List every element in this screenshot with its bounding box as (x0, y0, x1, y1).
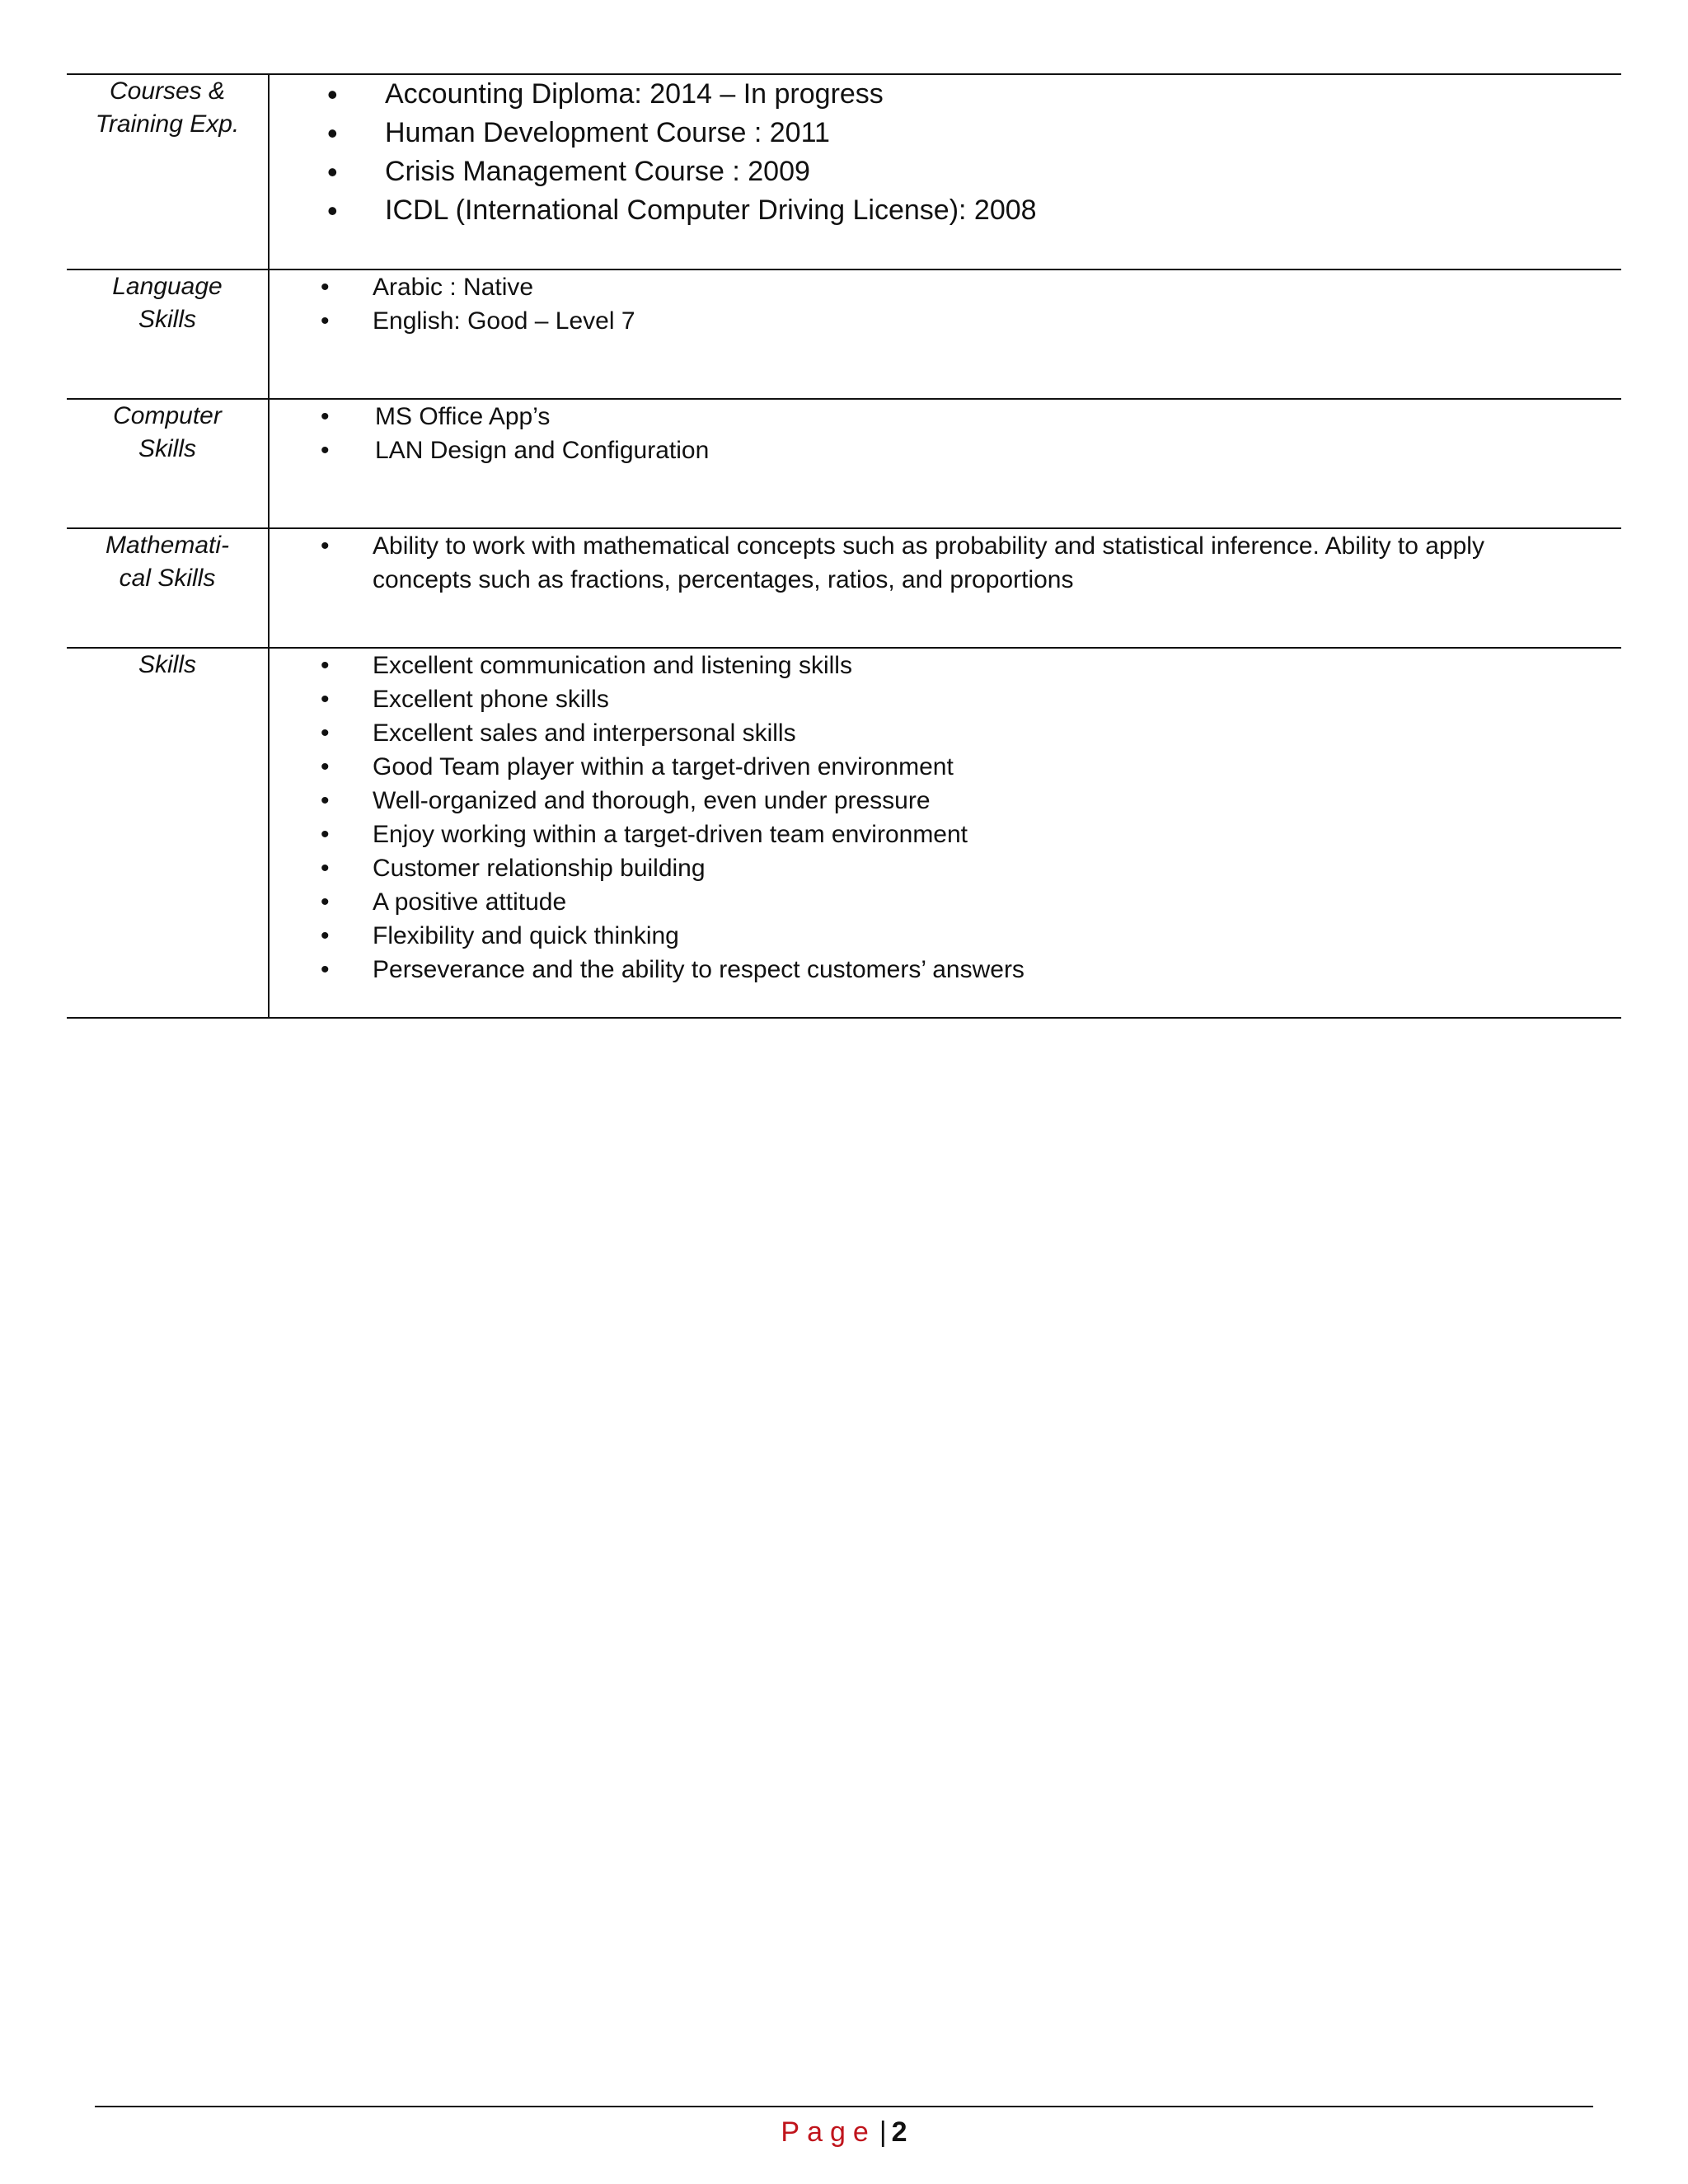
section-label-line: Skills (138, 435, 196, 462)
footer-divider (95, 2106, 1593, 2107)
list-item: • MS Office App’s (270, 400, 1621, 434)
section-label (67, 269, 269, 399)
list-item: • A positive attitude (270, 885, 1621, 919)
computer-list (270, 400, 1621, 467)
section-label (67, 74, 269, 269)
language-list (270, 270, 1621, 338)
list-item: • Accounting Diploma: 2014 – In progress (270, 75, 1621, 114)
section-content (269, 648, 1621, 1018)
section-content (269, 528, 1621, 648)
resume-table (67, 73, 1621, 1019)
list-item: • Excellent phone skills (270, 682, 1621, 716)
list-item: • Excellent communication and listening skills (270, 649, 1621, 682)
section-content (269, 399, 1621, 528)
list-item: • Arabic : Native (270, 270, 1621, 304)
page-label: Page (781, 2116, 876, 2148)
list-item: • Human Development Course : 2011 (270, 114, 1621, 152)
section-label-line: Skills (138, 306, 196, 333)
list-item: • Good Team player within a target-driven environment (270, 750, 1621, 784)
section-content (269, 269, 1621, 399)
section-label-line: Computer (113, 402, 222, 429)
math-list (270, 529, 1621, 597)
skills-row (67, 648, 1621, 1018)
list-item: • Perseverance and the ability to respect customers’ answers (270, 953, 1621, 987)
section-label (67, 399, 269, 528)
section-label-line: Mathemati- (105, 532, 230, 559)
list-item: • ICDL (International Computer Driving License): 2008 (270, 191, 1621, 230)
list-item: • Ability to work with mathematical concepts such as probability and statistical inference. Ability to apply concepts such as fractions, percentages, ratios, and proportions (270, 529, 1621, 597)
section-label-line: cal Skills (119, 565, 216, 592)
courses-list (270, 75, 1621, 230)
section-label-line: Training Exp. (95, 110, 240, 138)
section-label-line: Skills (138, 651, 196, 678)
list-item: • LAN Design and Configuration (270, 434, 1621, 467)
section-label (67, 528, 269, 648)
skills-list (270, 649, 1621, 987)
computer-skills-row (67, 399, 1621, 528)
page-separator: | (879, 2116, 887, 2148)
list-item: • Excellent sales and interpersonal skills (270, 716, 1621, 750)
list-item: • English: Good – Level 7 (270, 304, 1621, 338)
section-label-line: Courses & (109, 77, 226, 105)
page-number: 2 (891, 2116, 907, 2148)
list-item: • Well-organized and thorough, even under pressure (270, 784, 1621, 818)
list-item: • Crisis Management Course : 2009 (270, 152, 1621, 191)
language-skills-row (67, 269, 1621, 399)
section-content (269, 74, 1621, 269)
section-label-line: Language (112, 273, 223, 300)
mathematical-skills-row (67, 528, 1621, 648)
list-item: • Enjoy working within a target-driven team environment (270, 818, 1621, 851)
list-item: • Customer relationship building (270, 851, 1621, 885)
list-item: • Flexibility and quick thinking (270, 919, 1621, 953)
courses-training-row (67, 74, 1621, 269)
section-label (67, 648, 269, 1018)
page-footer (0, 2116, 1688, 2149)
